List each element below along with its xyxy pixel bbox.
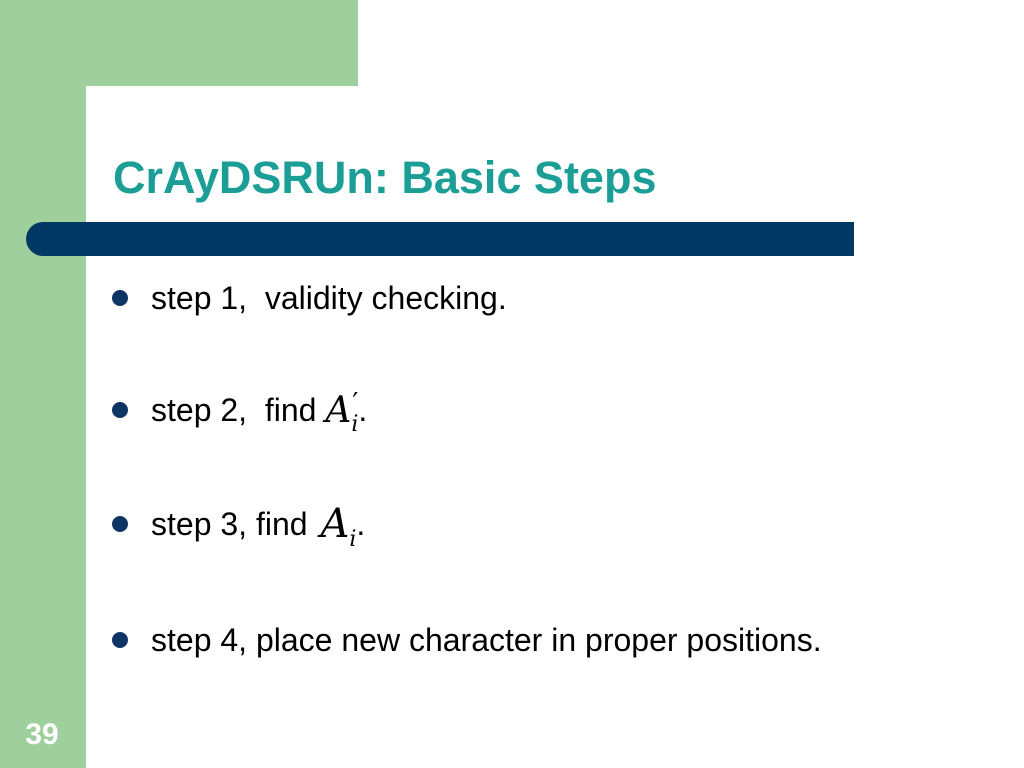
math-a-prime-i bbox=[325, 387, 359, 437]
bullet-dot-icon bbox=[112, 290, 128, 306]
bullet-item-step-1 bbox=[112, 278, 507, 318]
bullet-dot-icon bbox=[112, 632, 128, 648]
bullet-dot-icon bbox=[112, 516, 128, 532]
bullet-text: step 1, validity checking. bbox=[151, 279, 507, 316]
math-a-i bbox=[320, 501, 357, 552]
math-prime: ′ bbox=[352, 387, 359, 418]
slide-title: CrAyDSRUn: Basic Steps bbox=[113, 152, 657, 203]
math-base: A bbox=[320, 501, 350, 547]
math-base: A bbox=[325, 389, 352, 431]
slide-number: 39 bbox=[25, 718, 59, 751]
bullet-item-step-4 bbox=[112, 620, 822, 660]
bullet-suffix: . bbox=[358, 391, 368, 428]
bullet-item-step-3 bbox=[112, 501, 366, 552]
math-subscript: i bbox=[349, 527, 357, 552]
bullet-text: step 3, find bbox=[151, 505, 317, 542]
bullet-suffix: . bbox=[356, 505, 366, 542]
top-green-band bbox=[0, 0, 358, 86]
title-underline-bar bbox=[26, 222, 854, 256]
bullet-item-step-2 bbox=[112, 387, 368, 437]
bullet-dot-icon bbox=[112, 402, 128, 418]
math-subscript: i bbox=[351, 411, 359, 437]
bullet-text: step 4, place new character in proper positions. bbox=[151, 621, 822, 658]
left-green-band bbox=[0, 0, 86, 768]
bullet-text: step 2, find bbox=[151, 391, 326, 428]
